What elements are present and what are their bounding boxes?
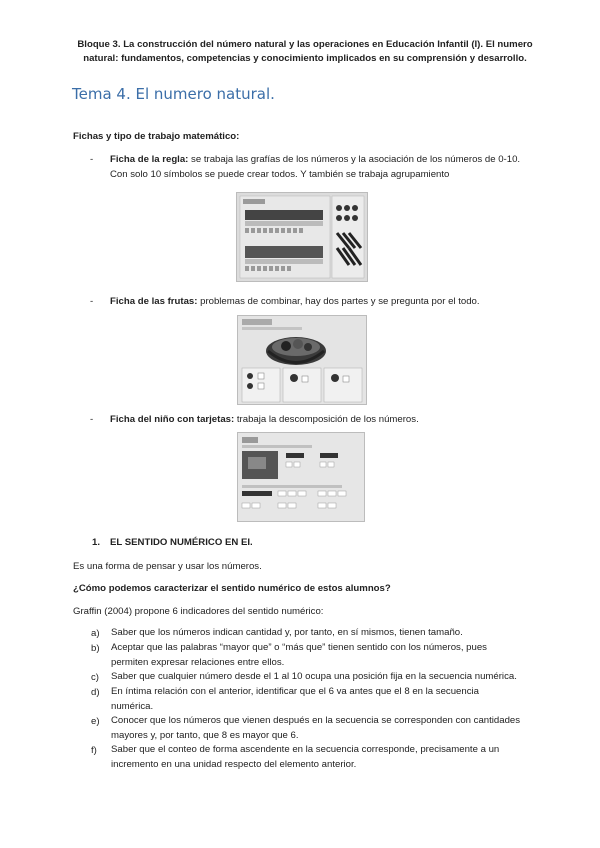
list-item-line: Aceptar que las palabras “mayor que” o “más que” tienen sentido con los números, pues <box>111 642 487 653</box>
paragraph: Graffin (2004) propone 6 indicadores del sentido numérico: <box>73 606 324 617</box>
list-marker: b) <box>91 643 100 654</box>
list-item <box>111 743 529 772</box>
document-header <box>70 38 540 66</box>
worksheet-number-ruler-image <box>236 192 368 282</box>
ficha-regla-text <box>110 152 550 182</box>
ficha-tarjetas-text <box>110 412 550 427</box>
section-title: EL SENTIDO NUMÉRICO EN EI. <box>110 537 253 548</box>
worksheet-child-cards-image <box>237 432 365 522</box>
ficha-description: trabaja la descomposición de los números. <box>234 414 419 425</box>
list-item-line: Saber que el conteo de forma ascendente en la secuencia corresponde, precisamente a un <box>111 744 500 755</box>
ficha-label: Ficha del niño con tarjetas: <box>110 414 235 425</box>
header-line-2: natural: fundamentos, competencias y conocimiento implicados en su comprensión y desarrollo. <box>83 53 527 64</box>
header-line-1: Bloque 3. La construcción del número natural y las operaciones en Educación Infantil (I). El numero <box>77 39 533 50</box>
worksheet-fruit-basket-image <box>237 315 367 405</box>
list-marker: a) <box>91 628 100 639</box>
list-item <box>111 670 529 685</box>
list-item-line: Saber que los números indican cantidad y, por tanto, en sí mismos, tienen tamaño. <box>111 627 463 638</box>
ficha-description: se trabaja las grafías de los números y la asociación de los números de 0-10. <box>188 154 521 165</box>
list-marker: f) <box>91 745 97 756</box>
list-item <box>111 685 529 714</box>
bullet-marker: - <box>90 154 94 165</box>
list-item-line: En íntima relación con el anterior, identificar que el 6 va antes que el 8 en la secuencia <box>111 686 479 697</box>
list-item-line: incremento en una unidad respecto del elemento anterior. <box>111 758 357 770</box>
number-ruler-illustration <box>237 193 367 281</box>
ficha-description-line2: Con solo 10 símbolos se puede crear todos. Y también se trabaja agrupamiento <box>110 169 450 180</box>
ficha-label: Ficha de la regla: <box>110 154 189 165</box>
list-item-line: Saber que cualquier número desde el 1 al 10 ocupa una posición fija en la secuencia numérica. <box>111 671 517 682</box>
bullet-marker: - <box>90 296 94 307</box>
list-item-line: Conocer que los números que vienen después en la secuencia se corresponden con cantidades <box>111 715 521 726</box>
ficha-frutas-text <box>110 294 550 309</box>
question-heading: ¿Cómo podemos caracterizar el sentido numérico de estos alumnos? <box>73 583 391 594</box>
list-marker: e) <box>91 716 100 727</box>
list-marker: d) <box>91 687 100 698</box>
list-item-line: permiten expresar relaciones entre ellos. <box>111 656 285 668</box>
list-item <box>111 714 529 743</box>
tema-title: Tema 4. El numero natural. <box>72 85 275 103</box>
list-item <box>111 626 529 641</box>
paragraph: Es una forma de pensar y usar los números. <box>73 561 262 572</box>
list-item-line: mayores y, por tanto, que 8 es mayor que 6. <box>111 729 299 741</box>
ficha-label: Ficha de las frutas: <box>110 296 198 307</box>
list-item-line: numérica. <box>111 700 154 712</box>
bullet-marker: - <box>90 414 94 425</box>
list-marker: c) <box>91 672 99 683</box>
list-item <box>111 641 529 670</box>
fichas-heading: Fichas y tipo de trabajo matemático: <box>73 131 240 142</box>
fruit-basket-illustration <box>238 316 366 404</box>
child-cards-illustration <box>238 433 364 521</box>
ficha-description: problemas de combinar, hay dos partes y se pregunta por el todo. <box>197 296 480 307</box>
section-number: 1. <box>92 537 101 548</box>
